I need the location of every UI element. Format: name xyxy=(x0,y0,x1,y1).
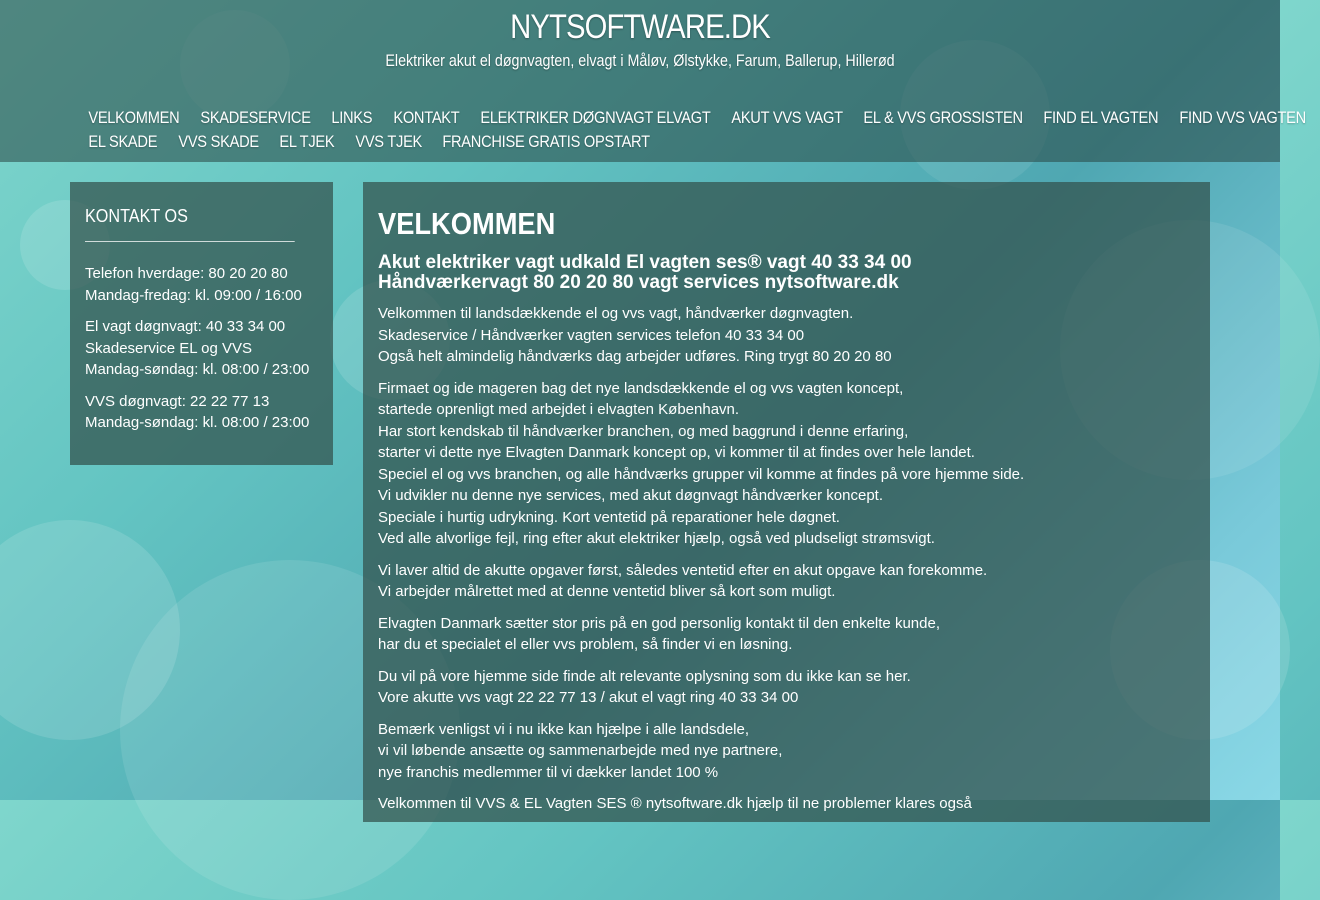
paragraph-line: Velkommen til landsdækkende el og vvs vagt, håndværker døgnvagten. xyxy=(378,305,854,322)
nav-item-skadeservice[interactable]: SKADESERVICE xyxy=(200,108,311,127)
contact-line: Telefon hverdage: 80 20 20 80 xyxy=(85,265,288,282)
nav-row-1 xyxy=(78,106,1306,130)
paragraph-line: Vore akutte vvs vagt 22 22 77 13 / akut el vagt ring 40 33 34 00 xyxy=(378,689,799,706)
paragraph xyxy=(378,303,1195,368)
paragraph-line: har du et specialet el eller vvs problem, så finder vi en løsning. xyxy=(378,636,793,653)
paragraph xyxy=(378,378,1195,550)
nav-item-find-el-vagten[interactable]: FIND EL VAGTEN xyxy=(1043,108,1159,127)
contact-info xyxy=(85,263,318,434)
contact-sidebar xyxy=(70,182,333,465)
nav-item-velkommen[interactable]: VELKOMMEN xyxy=(88,108,180,127)
contact-line: Mandag-fredag: kl. 09:00 / 16:00 xyxy=(85,286,302,304)
paragraph-line: Har stort kendskab til håndværker branchen, og med baggrund i denne erfaring, xyxy=(378,422,909,440)
site-tagline: Elektriker akut el døgnvagten, elvagt i Måløv, Ølstykke, Farum, Ballerup, Hillerød xyxy=(385,51,895,70)
nav-item-links[interactable]: LINKS xyxy=(331,108,373,127)
subheading-line: Akut elektriker vagt udkald El vagten ses® vagt 40 33 34 00 xyxy=(378,252,912,273)
contact-block xyxy=(85,316,318,381)
paragraph-line: Ved alle alvorlige fejl, ring efter akut elektriker hjælp, også ved pludseligt strømsvigt. xyxy=(378,530,935,547)
page-subheading xyxy=(378,253,1195,293)
nav-item-el-skade[interactable]: EL SKADE xyxy=(88,132,158,151)
nav-item-el-tjek[interactable]: EL TJEK xyxy=(279,132,335,151)
nav-item-franchise-gratis-opstart[interactable]: FRANCHISE GRATIS OPSTART xyxy=(442,132,650,151)
paragraph-line: nye franchis medlemmer til vi dækker landet 100 % xyxy=(378,763,719,781)
paragraph xyxy=(378,793,1195,815)
paragraph xyxy=(378,613,1195,656)
contact-line: Mandag-søndag: kl. 08:00 / 23:00 xyxy=(85,414,310,431)
paragraph-line: Bemærk venligst vi i nu ikke kan hjælpe i alle landsdele, xyxy=(378,720,750,738)
contact-block xyxy=(85,391,318,434)
paragraph-line: Vi laver altid de akutte opgaver først, således ventetid efter en akut opgave kan forekomme. xyxy=(378,561,988,579)
paragraph-line: Speciale i hurtig udrykning. Kort ventetid på reparationer hele døgnet. xyxy=(378,508,840,526)
contact-line: Skadeservice EL og VVS xyxy=(85,339,253,357)
paragraph-line: Skadeservice / Håndværker vagten services telefon 40 33 34 00 xyxy=(378,326,805,344)
paragraph xyxy=(378,719,1195,784)
contact-line: VVS døgnvagt: 22 22 77 13 xyxy=(85,392,270,410)
main-content xyxy=(363,182,1210,822)
paragraph-line: Vi arbejder målrettet med at denne ventetid bliver så kort som muligt. xyxy=(378,583,836,600)
body-text xyxy=(378,303,1195,815)
nav-item-vvs-skade[interactable]: VVS SKADE xyxy=(178,132,259,151)
nav-row-2 xyxy=(78,130,1198,154)
paragraph-line: Elvagten Danmark sætter stor pris på en god personlig kontakt til den enkelte kunde, xyxy=(378,614,940,632)
contact-line: El vagt døgnvagt: 40 33 34 00 xyxy=(85,318,286,335)
paragraph-line: Firmaet og ide mageren bag det nye landsdækkende el og vvs vagten koncept, xyxy=(378,379,904,397)
subheading-line: Håndværkervagt 80 20 20 80 vagt services nytsoftware.dk xyxy=(378,272,899,293)
paragraph-line: Velkommen til VVS & EL Vagten SES ® nytsoftware.dk hjælp til ne problemer klares også xyxy=(378,795,972,812)
contact-line: Mandag-søndag: kl. 08:00 / 23:00 xyxy=(85,361,310,378)
nav-item-find-vvs-vagten[interactable]: FIND VVS VAGTEN xyxy=(1179,108,1306,127)
nav-item-akut-vvs-vagt[interactable]: AKUT VVS VAGT xyxy=(731,108,843,127)
paragraph-line: vi vil løbende ansætte og sammenarbejde med nye partnere, xyxy=(378,742,783,759)
nav-item-kontakt[interactable]: KONTAKT xyxy=(393,108,460,127)
main-nav xyxy=(78,106,1306,154)
paragraph-line: Vi udvikler nu denne nye services, med akut døgnvagt håndværker koncept. xyxy=(378,487,884,504)
sidebar-heading: KONTAKT OS xyxy=(85,206,295,242)
nav-item-elektriker-døgnvagt-elvagt[interactable]: ELEKTRIKER DØGNVAGT ELVAGT xyxy=(480,108,711,127)
paragraph xyxy=(378,666,1195,709)
paragraph-line: Også helt almindelig håndværks dag arbejder udføres. Ring trygt 80 20 20 80 xyxy=(378,348,892,365)
paragraph-line: Speciel el og vvs branchen, og alle håndværks grupper vil komme at findes på vore hjemme side. xyxy=(378,465,1025,483)
site-header xyxy=(0,0,1306,162)
nav-item-el-vvs-grossisten[interactable]: EL & VVS GROSSISTEN xyxy=(863,108,1023,127)
site-title[interactable]: NYTSOFTWARE.DK xyxy=(510,8,770,46)
page-title: VELKOMMEN xyxy=(378,206,556,241)
contact-block xyxy=(85,263,318,306)
paragraph-line: startede oprenligt med arbejdet i elvagten København. xyxy=(378,401,740,418)
nav-item-vvs-tjek[interactable]: VVS TJEK xyxy=(355,132,423,151)
paragraph-line: Du vil på vore hjemme side finde alt relevante oplysning som du ikke kan se her. xyxy=(378,667,911,685)
paragraph xyxy=(378,560,1195,603)
paragraph-line: starter vi dette nye Elvagten Danmark koncept op, vi kommer til at findes over hele landet. xyxy=(378,444,975,461)
